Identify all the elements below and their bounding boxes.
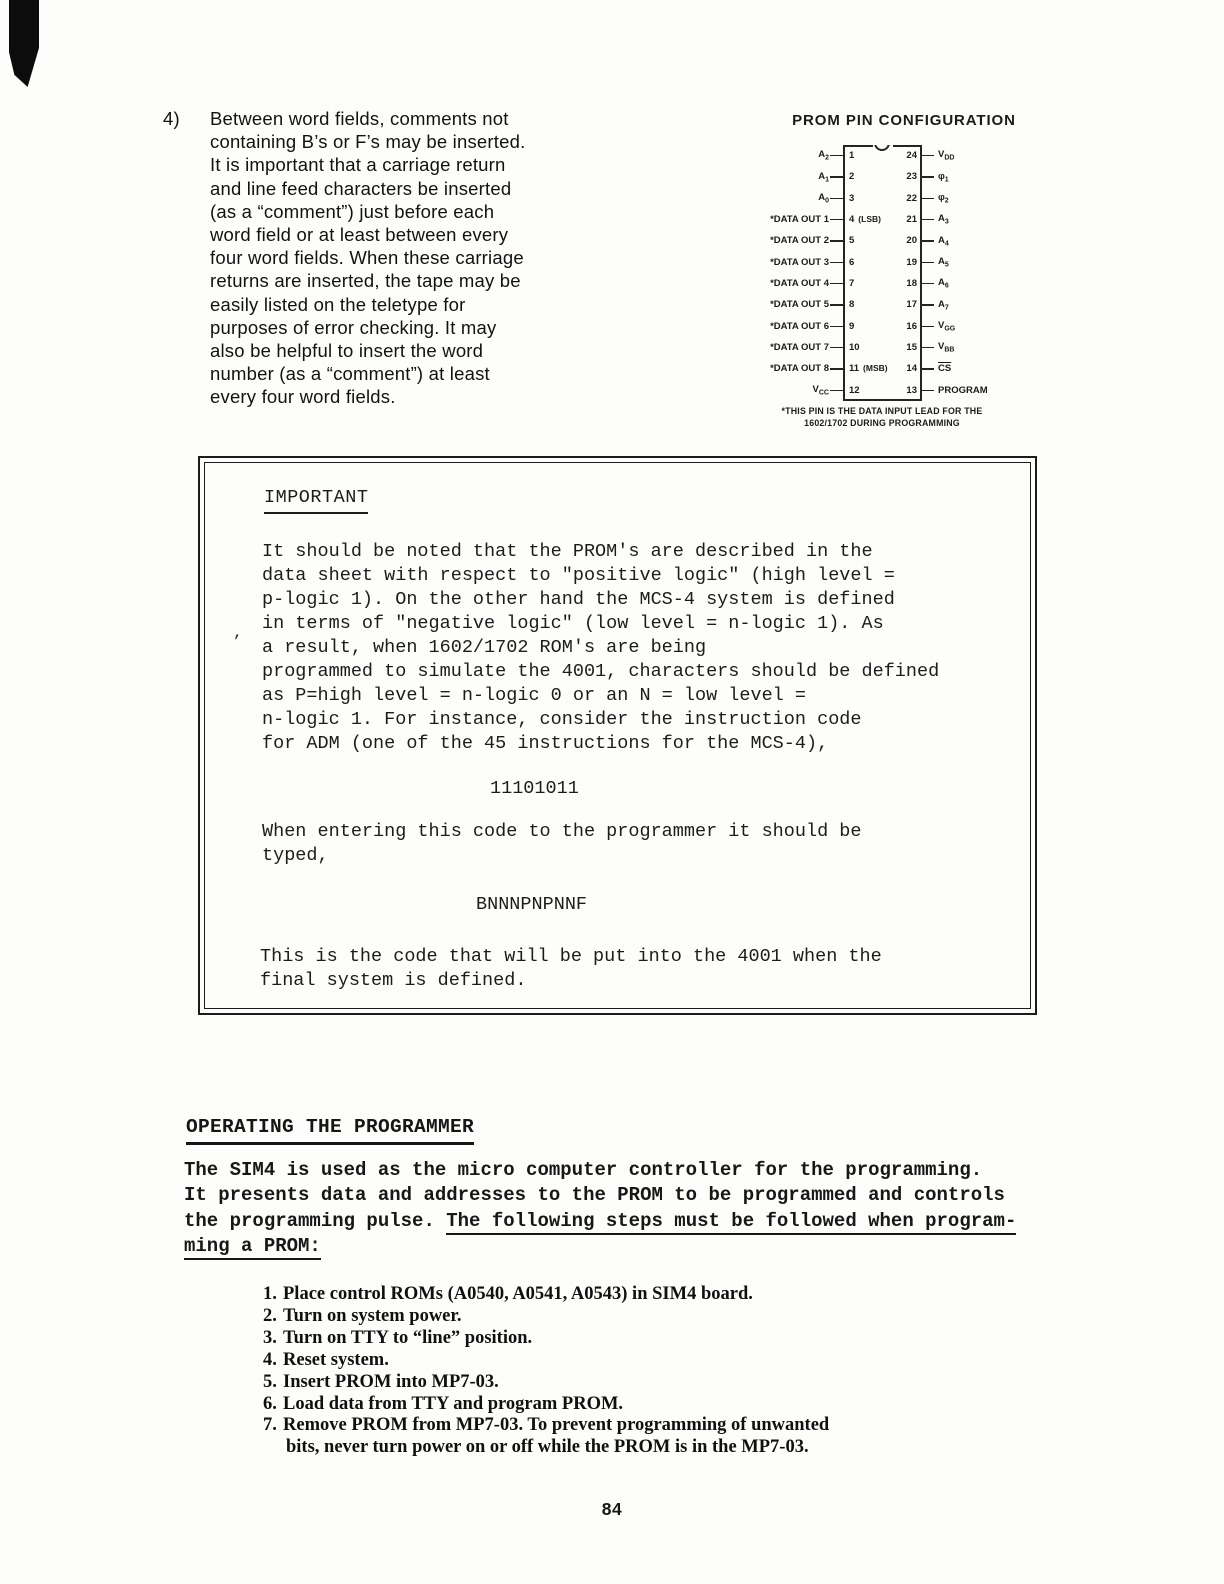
pin-lead-line [830, 347, 843, 349]
pin-lead-line [922, 198, 934, 200]
underlined-text: ming a PROM: [184, 1235, 321, 1260]
pin-diagram-title: PROM PIN CONFIGURATION [792, 112, 1016, 129]
pin-number: 12 [849, 384, 860, 396]
paragraph-line: It should be noted that the PROM's are described in the [262, 541, 873, 562]
paragraph-line: data sheet with respect to "positive logic" (high level = [262, 565, 895, 586]
pin-lead-line [922, 155, 934, 157]
pin-lead-line [922, 283, 934, 285]
pin-left-label [738, 342, 830, 353]
paragraph-line: purposes of error checking. It may [210, 316, 497, 338]
pin-right-label [934, 363, 1028, 374]
text-segment: It presents data and addresses to the PROM to be programmed and controls [184, 1184, 1005, 1207]
pin-right-label [934, 385, 1028, 396]
pin-row [738, 358, 1028, 379]
pin-label-subscript: 5 [944, 261, 949, 269]
pin-label: V [812, 384, 819, 396]
pin-right-label [934, 277, 1028, 290]
pin-lead-line [830, 304, 843, 306]
pin-label: A [938, 234, 945, 246]
pin-left-label [738, 214, 830, 225]
pin-label: A [818, 192, 826, 204]
step-item [263, 1372, 829, 1394]
pin-label-subscript: 2 [944, 197, 949, 205]
paragraph-line: also be helpful to insert the word [210, 340, 484, 362]
step-number: 3. [263, 1327, 277, 1348]
pin-label: *DATA OUT 3 [770, 256, 829, 268]
step-text: Place control ROMs (A0540, A0541, A0543) in SIM4 board. [283, 1284, 753, 1304]
pin-lead-line [830, 176, 843, 178]
pin-left-label [738, 363, 830, 374]
footnote-line: *THIS PIN IS THE DATA INPUT LEAD FOR THE [781, 406, 983, 416]
pin-label-subscript: 7 [944, 304, 949, 312]
pin-row [738, 316, 1028, 337]
pin-lead-line [830, 155, 843, 157]
pin-left-label [738, 321, 830, 332]
pin-right-label [934, 299, 1028, 312]
pin-lead-line [922, 347, 934, 349]
pin-number: 14 [906, 363, 917, 375]
pin-number: 2 [849, 171, 855, 183]
paragraph-line: for ADM (one of the 45 instructions for the MCS-4), [262, 733, 829, 754]
pin-lead-line [922, 262, 934, 264]
pin-diagram-footnote [742, 406, 1022, 429]
pin-number: 11 (MSB) [849, 363, 888, 375]
paragraph-line: n-logic 1. For instance, consider the instruction code [262, 709, 862, 730]
paragraph-line: typed, [262, 845, 329, 866]
step-item [263, 1394, 829, 1416]
pin-row [738, 380, 1028, 401]
pin-right-label [934, 235, 1028, 248]
list-item-4-marker: 4) [163, 108, 180, 129]
pin-row [738, 209, 1028, 230]
pin-label: *DATA OUT 6 [770, 320, 829, 332]
pin-number: 18 [906, 278, 917, 290]
paragraph-line: When entering this code to the programmer it should be [262, 821, 862, 842]
pin-label-subscript: CC [818, 389, 829, 397]
step-item [263, 1350, 829, 1372]
pin-label: A [818, 149, 826, 161]
paragraph-line [184, 1234, 1016, 1259]
step-text: Turn on TTY to “line” position. [283, 1327, 533, 1348]
pin-left-label [738, 149, 830, 162]
step-item [263, 1284, 829, 1306]
important-paragraph-1 [262, 540, 939, 756]
pin-label: V [938, 149, 945, 161]
step-number: 4. [263, 1349, 277, 1370]
pin-label: *DATA OUT 7 [770, 342, 829, 354]
pin-row [738, 294, 1028, 315]
pin-label-subscript: 0 [825, 197, 829, 205]
pin-number: 6 [849, 256, 855, 268]
step-text: Load data from TTY and program PROM. [283, 1393, 624, 1414]
pin-label: V [938, 341, 945, 353]
paragraph-line: and line feed characters be inserted [210, 177, 512, 199]
steps-list [263, 1284, 829, 1459]
pin-number: 13 [906, 384, 917, 396]
paragraph-line: final system is defined. [260, 970, 527, 991]
operating-paragraph [184, 1158, 1016, 1260]
paragraph-line: (as a “comment”) just before each [210, 200, 495, 222]
paragraph-line [184, 1158, 1016, 1183]
paragraph-line [184, 1209, 1016, 1234]
pin-lead-line [922, 304, 934, 306]
typed-code: BNNNPNPNNF [476, 894, 588, 915]
pin-label: A [938, 277, 945, 289]
scan-artifact-mark [9, 0, 39, 87]
step-item [263, 1328, 829, 1350]
underlined-text: The following steps must be followed when program- [446, 1210, 1016, 1235]
step-item [263, 1306, 829, 1328]
pin-right-label [934, 213, 1028, 226]
pin-label: A [938, 256, 945, 268]
pin-row [738, 230, 1028, 251]
pin-label: *DATA OUT 2 [770, 235, 829, 247]
pin-label-subscript: 1 [944, 176, 949, 184]
pin-lead-line [922, 219, 934, 221]
pin-number: 9 [849, 320, 855, 332]
pin-lead-line [830, 368, 843, 370]
pin-lead-line [830, 283, 843, 285]
pin-label: A [938, 298, 945, 310]
pin-number: 7 [849, 278, 855, 290]
pin-lead-line [830, 219, 843, 221]
step-text: Reset system. [283, 1349, 389, 1370]
pin-label-subscript: 1 [825, 176, 829, 184]
operating-heading: OPERATING THE PROGRAMMER [186, 1116, 474, 1145]
pin-number: 4 (LSB) [849, 214, 881, 226]
paragraph-line: programmed to simulate the 4001, characters should be defined [262, 661, 940, 682]
pin-row [738, 166, 1028, 187]
pin-label: *DATA OUT 5 [770, 299, 829, 311]
step-number: 1. [263, 1284, 277, 1304]
pin-right-label [934, 341, 1028, 354]
item4-paragraph [210, 107, 525, 409]
step-number: 6. [263, 1393, 277, 1414]
paragraph-line: returns are inserted, the tape may be [210, 270, 521, 292]
step-item [263, 1415, 829, 1437]
scan-stray-mark: ’ [232, 633, 242, 651]
pin-number: 15 [906, 342, 917, 354]
paragraph-line: number (as a “comment”) at least [210, 363, 490, 385]
pin-lead-line [922, 368, 934, 370]
pin-number: 19 [906, 256, 917, 268]
paragraph-line: four word fields. When these carriage [210, 247, 524, 269]
important-box [198, 456, 1037, 1015]
pin-lead-line [830, 326, 843, 328]
pin-label: PROGRAM [938, 384, 988, 396]
step-text: Remove PROM from MP7-03. To prevent programming of unwanted [283, 1415, 830, 1436]
pin-number: 3 [849, 192, 855, 204]
important-paragraph-3 [260, 945, 882, 993]
pin-significance-note: (LSB) [858, 214, 881, 225]
step-text-continued: bits, never turn power on or off while the PROM is in the MP7-03. [286, 1437, 809, 1458]
paragraph-line: word field or at least between every [210, 224, 509, 246]
important-heading: IMPORTANT [264, 486, 368, 514]
pin-label-subscript: 6 [944, 282, 949, 290]
paragraph-line: Between word fields, comments not [210, 108, 509, 129]
pin-lead-line [922, 390, 934, 392]
pin-left-label [738, 299, 830, 310]
pin-lead-line [922, 240, 934, 242]
pin-number: 22 [906, 192, 917, 204]
pin-label-subscript: 3 [944, 218, 949, 226]
pin-right-label [934, 320, 1028, 333]
pin-number: 5 [849, 235, 855, 247]
pin-significance-note: (MSB) [863, 363, 888, 374]
pin-diagram-rows [738, 145, 1028, 401]
pin-number: 10 [849, 342, 860, 354]
pin-number: 8 [849, 299, 855, 311]
paragraph-line: a result, when 1602/1702 ROM's are being [262, 637, 707, 658]
step-number: 5. [263, 1371, 277, 1392]
pin-label: A [938, 213, 945, 225]
paragraph-line: every four word fields. [210, 386, 396, 408]
pin-label-subscript: 4 [944, 240, 949, 248]
step-text: Turn on system power. [283, 1305, 462, 1326]
page-number: 84 [601, 1499, 623, 1519]
paragraph-line: containing B’s or F’s may be inserted. [210, 131, 526, 153]
paragraph-line [184, 1183, 1016, 1208]
step-number: 7. [263, 1415, 277, 1436]
footnote-line: 1602/1702 DURING PROGRAMMING [804, 417, 960, 428]
paragraph-line: easily listed on the teletype for [210, 293, 466, 315]
pin-number: 20 [906, 235, 917, 247]
pin-label: *DATA OUT 8 [770, 363, 829, 375]
paragraph-line: p-logic 1). On the other hand the MCS-4 system is defined [262, 589, 895, 610]
step-number: 2. [263, 1305, 277, 1326]
pin-label: V [938, 320, 945, 332]
pin-left-label [738, 192, 830, 205]
pin-lead-line [830, 240, 843, 242]
pin-label: φ [938, 192, 945, 204]
pin-lead-line [830, 390, 843, 392]
important-paragraph-2 [262, 820, 862, 868]
pin-number: 16 [906, 320, 917, 332]
pin-lead-line [922, 176, 934, 178]
paragraph-line: as P=high level = n-logic 0 or an N = low level = [262, 685, 806, 706]
pin-left-label [738, 171, 830, 184]
pin-right-label [934, 171, 1028, 184]
pin-left-label [738, 235, 830, 246]
pin-number: 21 [906, 214, 917, 226]
pin-number: 1 [849, 150, 855, 162]
pin-label: A [818, 170, 826, 182]
pin-left-label [738, 257, 830, 268]
pin-right-label [934, 149, 1028, 162]
instruction-code-binary: 11101011 [490, 778, 579, 799]
pin-number: 23 [906, 171, 917, 183]
pin-label-subscript: BB [944, 346, 955, 354]
pin-lead-line [922, 326, 934, 328]
pin-left-label [738, 278, 830, 289]
pin-right-label [934, 192, 1028, 205]
text-segment: The SIM4 is used as the micro computer controller for the programming. [184, 1159, 983, 1181]
paragraph-line: It is important that a carriage return [210, 154, 506, 176]
pin-label: *DATA OUT 4 [770, 278, 829, 290]
pin-label: φ [938, 170, 945, 182]
pin-lead-line [830, 262, 843, 264]
pin-label-subscript: DD [944, 154, 955, 162]
text-segment: the programming pulse. [184, 1209, 447, 1232]
pin-label: *DATA OUT 1 [770, 214, 829, 226]
pin-label-subscript: GG [944, 325, 956, 333]
step-text: Insert PROM into MP7-03. [283, 1371, 499, 1392]
pin-number: 24 [906, 150, 917, 162]
pin-label: $\overline{CS}$ [938, 363, 952, 375]
pin-lead-line [830, 198, 843, 200]
pin-row [738, 145, 1028, 166]
pin-row [738, 252, 1028, 273]
pin-row [738, 273, 1028, 294]
paragraph-line: in terms of "negative logic" (low level = n-logic 1). As [262, 613, 884, 634]
pin-left-label [738, 384, 830, 397]
paragraph-line: This is the code that will be put into the 4001 when the [260, 946, 882, 967]
pin-row [738, 337, 1028, 358]
pin-label-subscript: 2 [825, 154, 829, 162]
pin-row [738, 188, 1028, 209]
pin-number: 17 [906, 299, 917, 311]
pin-right-label [934, 256, 1028, 269]
